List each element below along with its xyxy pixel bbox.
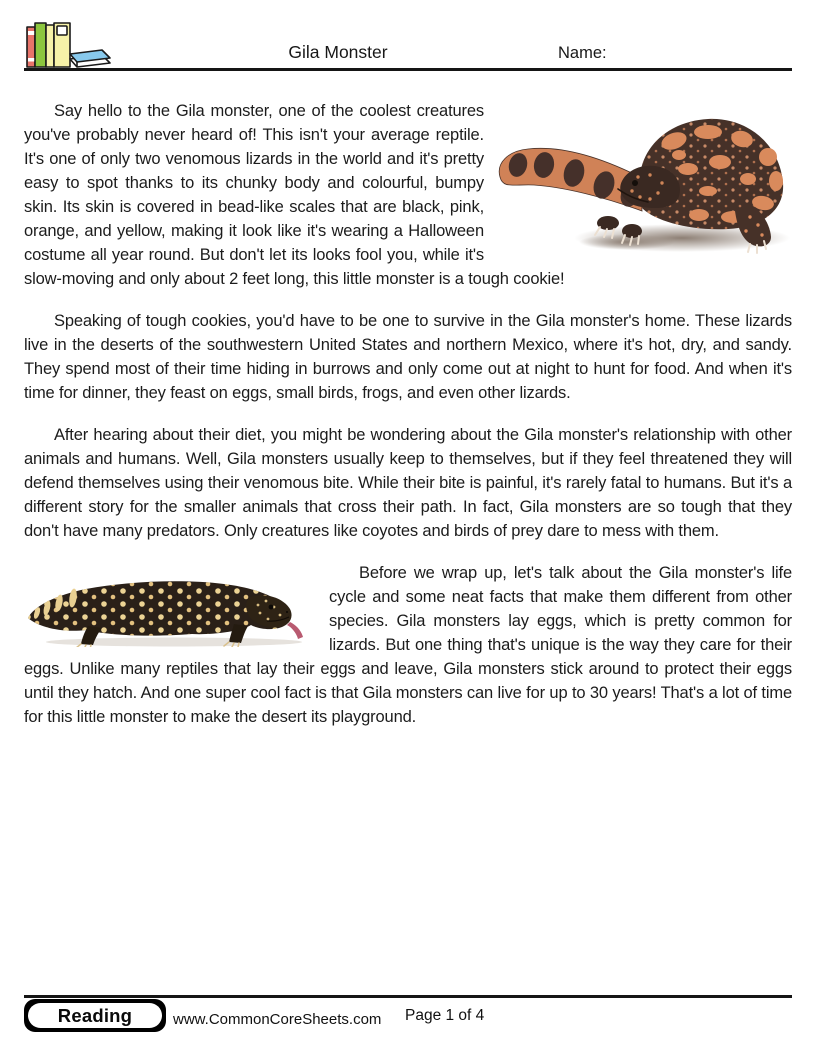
gila-monster-photo-bottom bbox=[24, 561, 317, 647]
page-indicator: Page 1 of 4 bbox=[405, 1007, 485, 1024]
paragraph-3-text: After hearing about their diet, you might be wondering about the Gila monster's relationship with other animals and humans. Well, Gila monsters usually keep to themselves, but if they feel threatened they will defend themselves using their venomous bite. While their bite is painful, it's rarely fatal to humans. But it's a different story for the smaller animals that cross their path. In fact, Gila monsters are so tough that they don't have many predators. Only creatures like coyotes and birds of prey dare to mess with them. bbox=[24, 426, 792, 540]
reading-category-label: Reading bbox=[28, 1003, 162, 1028]
header bbox=[24, 0, 792, 71]
paragraph-2-text: Speaking of tough cookies, you'd have to be one to survive in the Gila monster's home. These lizards live in the deserts of the southwestern United States and northern Mexico, where it's hot, dry, and sandy. They spend most of their time hiding in burrows and only come out at night to hunt for food. And when it's time for dinner, they feast on eggs, small birds, frogs, and even other lizards. bbox=[24, 312, 792, 402]
page-title: Gila Monster bbox=[288, 42, 388, 62]
books-stack-icon bbox=[24, 18, 118, 68]
paragraph-4-text: Before we wrap up, let's talk about the Gila monster's life cycle and some neat facts that make them different from other species. Gila monsters lay eggs, which is pretty common for lizards. But one thing that's unique is the way they care for their eggs. Unlike many reptiles that lay their eggs and leave, Gila monsters stick around to protect their eggs until they hatch. And one super cool fact is that Gila monsters can live for up to 30 years! That's a lot of time for this little monster to make the desert its playground. bbox=[24, 564, 792, 726]
footer bbox=[24, 995, 792, 1043]
paragraph-1-text: Say hello to the Gila monster, one of the coolest creatures you've probably never heard of! This isn't your average reptile. It's one of only two venomous lizards in the world and it's pretty easy to spot thanks to its chunky body and colourful, bumpy skin. Its skin is covered in bead-like scales that are black, pink, orange, and yellow, making it look like it's wearing a Halloween costume all year round. But don't let its looks fool you, while it's slow-moving and only about 2 feet long, this little monster is a tough cookie! bbox=[24, 102, 565, 288]
paragraph-2 bbox=[24, 309, 792, 405]
paragraph-3 bbox=[24, 423, 792, 543]
reading-category-badge bbox=[24, 999, 166, 1032]
name-label: Name: bbox=[558, 44, 607, 62]
passage bbox=[24, 99, 792, 747]
website-url: www.CommonCoreSheets.com bbox=[173, 1011, 382, 1028]
gila-monster-photo-top bbox=[492, 99, 792, 257]
